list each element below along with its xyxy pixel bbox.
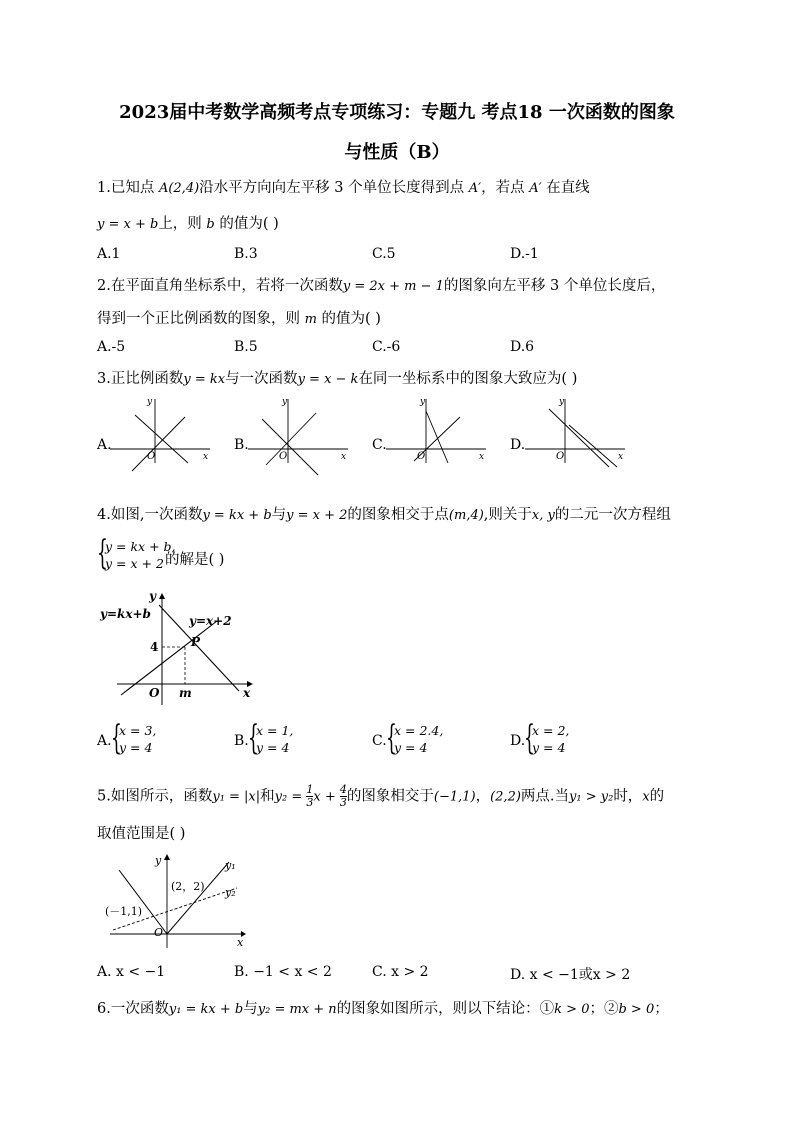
q1-option-b: B.3 — [234, 246, 258, 262]
q4-label-y: y — [149, 589, 156, 603]
q5-graph — [105, 852, 255, 952]
q5-option-c: C. x > 2 — [372, 964, 429, 980]
q3-option-a: A. — [97, 437, 112, 453]
q4-label-kxb: y=kx+b — [100, 607, 151, 621]
q4-system-eq2: y = x + 2 — [105, 556, 164, 571]
question-2-line1: 2.在平面直角坐标系中，若将一次函数y = 2x + m − 1的图象向左平移 3 个单位长度后， — [97, 278, 666, 294]
svg-text:x: x — [203, 452, 209, 462]
q1-option-c: C.5 — [372, 246, 396, 262]
q5-label-p22: (2，2) — [171, 880, 205, 893]
q3-option-b: B. — [234, 437, 249, 453]
svg-text:y: y — [420, 397, 426, 407]
svg-text:y: y — [282, 397, 288, 407]
q4-label-x: x — [243, 686, 251, 700]
q5-option-d: D. x < −1或x > 2 — [510, 967, 631, 983]
q3-graph-d — [525, 395, 630, 465]
q4-label-x2: y=x+2 — [189, 614, 232, 628]
q5-label-y2: y₂ — [225, 886, 236, 899]
q3-graph-b — [248, 395, 353, 465]
question-6-line1: 6.一次函数y₁ = kx + b与y₂ = mx + n的图象如图所示，则以下结论：①k > 0；②b > 0； — [97, 1001, 669, 1017]
q5-label-pm11: (－1,1) — [105, 905, 143, 918]
question-1-line1: 1.已知点 A(2,4)沿水平方向向左平移 3 个单位长度得到点 A′，若点 A′ 在直线 — [97, 180, 590, 196]
q5-option-a: A. x < −1 — [97, 964, 166, 980]
question-2-line2: 得到一个正比例函数的图象，则 m 的值为( ) — [97, 311, 381, 327]
q3-option-c: C. — [372, 437, 387, 453]
svg-text:x: x — [618, 452, 624, 462]
svg-text:x: x — [479, 452, 485, 462]
q1-option-d: D.-1 — [510, 246, 539, 262]
q3-graph-c — [386, 395, 491, 465]
q4-graph — [97, 585, 257, 710]
svg-text:y: y — [559, 397, 565, 407]
question-5-line2: 取值范围是( ) — [97, 826, 186, 842]
q5-label-y1: y₁ — [225, 859, 236, 872]
q1-option-a: A.1 — [97, 246, 121, 262]
question-4-line1: 4.如图,一次函数y = kx + b与y = x + 2的图象相交于点(m,4),则关于x, y的二元一次方程组 — [97, 507, 671, 523]
q2-option-b: B.5 — [234, 339, 258, 355]
q4-label-m: m — [179, 686, 192, 700]
q4-label-p: P — [191, 635, 201, 649]
question-1-line2: y = x + b上，则 b 的值为( ) — [97, 216, 279, 232]
q5-option-b: B. −1 < x < 2 — [234, 964, 332, 980]
page-title: 2023届中考数学高频考点专项练习：专题九 考点18 一次函数的图象 — [119, 102, 675, 123]
q4-text-solution: 的解是( ) — [165, 552, 225, 568]
q2-option-d: D.6 — [510, 339, 535, 355]
q4-label-4: 4 — [150, 640, 159, 654]
svg-text:y: y — [147, 397, 153, 407]
svg-text:O: O — [417, 451, 426, 462]
q2-option-a: A.-5 — [97, 339, 126, 355]
q5-label-o: O — [154, 926, 164, 939]
q3-option-d: D. — [510, 437, 526, 453]
question-3-line1: 3.正比例函数y = kx与一次函数y = x − k在同一坐标系中的图象大致应为( ) — [97, 371, 578, 387]
q4-system-eq1: y = kx + b, — [105, 539, 176, 554]
svg-text:O: O — [279, 451, 288, 462]
q5-label-y: y — [155, 854, 162, 867]
q3-graph-a — [110, 395, 215, 465]
svg-text:O: O — [147, 451, 156, 462]
q5-label-x: x — [237, 936, 244, 949]
q4-label-o: O — [149, 686, 160, 700]
page-title-line2: 与性质（B） — [344, 142, 450, 163]
question-5-line1: 5.如图所示，函数y₁ = |x|和y₂ = $\frac{1}{3}$ x + $\frac{4}{3}$ 的图象相交于(−1,1)，(2,2)两点.当y₁ > y₂时，x的 — [97, 783, 665, 809]
svg-text:O: O — [556, 451, 565, 462]
q2-option-c: C.-6 — [372, 339, 401, 355]
svg-text:x: x — [341, 452, 347, 462]
